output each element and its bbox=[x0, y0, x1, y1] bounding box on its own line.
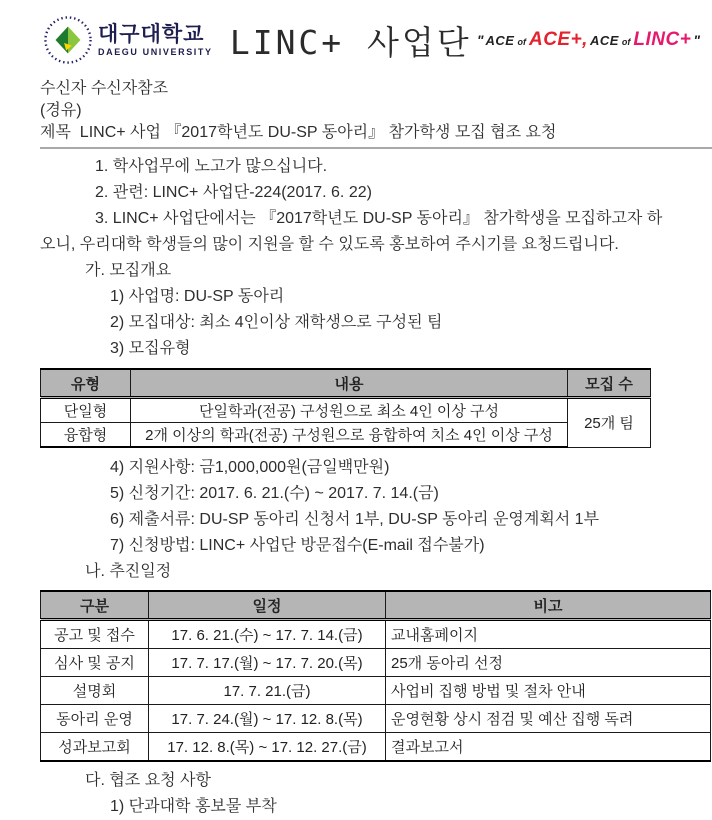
subject-line: 제목 LINC+ 사업 『2017학년도 DU-SP 동아리』 참가학생 모집 협조 요청 bbox=[40, 124, 557, 141]
col-header-schedule: 일정 bbox=[149, 591, 386, 620]
ga-sub-1: 1) 사업명: DU-SP 동아리 bbox=[110, 288, 285, 305]
document-org-title: LINC+ 사업단 bbox=[229, 22, 472, 62]
university-logo bbox=[44, 16, 213, 64]
col-header-count: 모집 수 bbox=[568, 369, 651, 398]
cell-category: 동아리 운영 bbox=[41, 705, 149, 733]
slogan-of-2: of bbox=[621, 37, 631, 47]
document-header bbox=[0, 0, 712, 72]
recipient-line: 수신자 수신자참조 bbox=[40, 80, 169, 97]
ga-sub-6: 6) 제출서류: DU-SP 동아리 신청서 1부, DU-SP 동아리 운영계획서 1부 bbox=[110, 511, 600, 528]
body-item-3-continuation: 오니, 우리대학 학생들의 많이 지원을 할 수 있도록 홍보하여 주시기를 요청드립니다. bbox=[40, 236, 619, 253]
col-header-note: 비고 bbox=[386, 591, 711, 620]
university-name-block bbox=[98, 24, 213, 57]
cell-category: 공고 및 접수 bbox=[41, 620, 149, 649]
cell-note: 사업비 집행 방법 및 절차 안내 bbox=[386, 677, 711, 705]
recruitment-type-table bbox=[40, 368, 651, 448]
cell-schedule: 17. 7. 17.(월) ~ 17. 7. 20.(목) bbox=[149, 649, 386, 677]
cell-note: 운영현황 상시 점검 및 예산 집행 독려 bbox=[386, 705, 711, 733]
col-header-content: 내용 bbox=[131, 369, 568, 398]
slogan-open-quote: " bbox=[476, 32, 484, 48]
cell-note: 교내홈페이지 bbox=[386, 620, 711, 649]
table-row bbox=[41, 649, 711, 677]
cell-note: 25개 동아리 선정 bbox=[386, 649, 711, 677]
cell-content-fusion: 2개 이상의 학과(전공) 구성원으로 융합하여 치소 4인 이상 구성 bbox=[131, 423, 568, 448]
cell-content-single: 단일학과(전공) 구성원으로 최소 4인 이상 구성 bbox=[131, 398, 568, 423]
body-item-3: 3. LINC+ 사업단에서는 『2017학년도 DU-SP 동아리』 참가학생을 모집하고자 하 bbox=[95, 210, 663, 227]
section-da-heading: 다. 협조 요청 사항 bbox=[85, 772, 211, 789]
table-row bbox=[41, 398, 651, 423]
da-sub-1: 1) 단과대학 홍보물 부착 bbox=[110, 798, 277, 815]
cell-note: 결과보고서 bbox=[386, 733, 711, 762]
ga-sub-4: 4) 지원사항: 금1,000,000원(금일백만원) bbox=[110, 459, 390, 476]
subject-divider bbox=[40, 147, 712, 149]
slogan-linc-plus: LINC+ bbox=[633, 29, 692, 50]
cell-type-single: 단일형 bbox=[41, 398, 131, 423]
cell-schedule: 17. 6. 21.(수) ~ 17. 7. 14.(금) bbox=[149, 620, 386, 649]
cell-schedule: 17. 7. 21.(금) bbox=[149, 677, 386, 705]
ga-sub-5: 5) 신청기간: 2017. 6. 21.(수) ~ 2017. 7. 14.(금) bbox=[110, 485, 439, 502]
section-ga-heading: 가. 모집개요 bbox=[85, 262, 172, 279]
university-slogan bbox=[477, 29, 704, 51]
university-name-korean: 대구대학교 bbox=[98, 22, 205, 46]
slogan-ace-1: ACE bbox=[485, 33, 515, 48]
col-header-category: 구분 bbox=[41, 591, 149, 620]
university-emblem-icon bbox=[44, 16, 92, 64]
section-na-heading: 나. 추진일정 bbox=[85, 563, 172, 580]
cell-team-count: 25개 팀 bbox=[568, 398, 651, 448]
cell-type-fusion: 융합형 bbox=[41, 423, 131, 448]
slogan-of-1: of bbox=[517, 37, 526, 47]
ga-sub-3: 3) 모집유형 bbox=[110, 340, 191, 357]
slogan-close-quote: " bbox=[693, 32, 700, 48]
table-row bbox=[41, 705, 711, 733]
body-item-2: 2. 관련: LINC+ 사업단-224(2017. 6. 22) bbox=[95, 184, 372, 201]
university-name-english: DAEGU UNIVERSITY bbox=[98, 46, 213, 57]
cell-schedule: 17. 7. 24.(월) ~ 17. 12. 8.(목) bbox=[149, 705, 386, 733]
cell-category: 성과보고회 bbox=[41, 733, 149, 762]
schedule-table bbox=[40, 590, 711, 762]
col-header-type: 유형 bbox=[41, 369, 131, 398]
schedule-header-row bbox=[41, 591, 711, 620]
table-row bbox=[41, 733, 711, 762]
ga-sub-7: 7) 신청방법: LINC+ 사업단 방문접수(E-mail 접수불가) bbox=[110, 537, 485, 554]
cell-category: 설명회 bbox=[41, 677, 149, 705]
table-row bbox=[41, 620, 711, 649]
table-row bbox=[41, 423, 651, 448]
ga-sub-2: 2) 모집대상: 최소 4인이상 재학생으로 구성된 팀 bbox=[110, 314, 443, 331]
cell-category: 심사 및 공지 bbox=[41, 649, 149, 677]
body-item-1: 1. 학사업무에 노고가 많으십니다. bbox=[95, 158, 328, 175]
document-body bbox=[0, 72, 712, 820]
cell-schedule: 17. 12. 8.(목) ~ 17. 12. 27.(금) bbox=[149, 733, 386, 762]
via-line: (경유) bbox=[40, 102, 82, 119]
table-row bbox=[41, 677, 711, 705]
slogan-ace-2: ACE bbox=[589, 33, 619, 48]
recruitment-type-header-row bbox=[41, 369, 651, 398]
slogan-ace-plus: ACE+, bbox=[528, 29, 588, 50]
